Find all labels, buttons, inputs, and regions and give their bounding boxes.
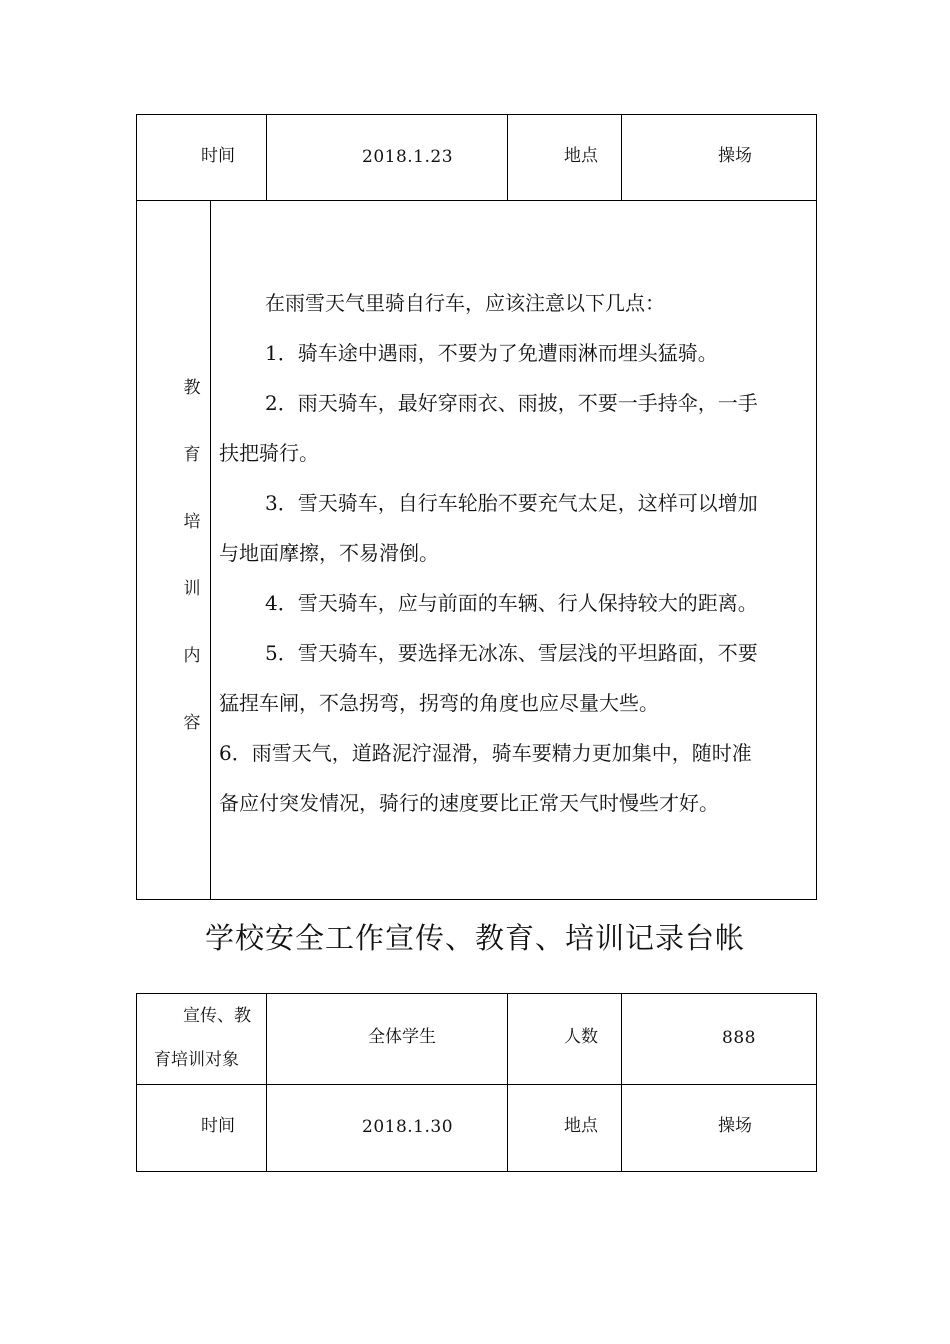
place-label: 地点: [564, 1116, 598, 1136]
content-item-6b: 备应付突发情况，骑行的速度要比正常天气时慢些才好。: [219, 791, 719, 815]
content-item-2b: 扶把骑行。: [219, 441, 319, 465]
time-label: 时间: [201, 146, 235, 166]
training-content: [219, 278, 813, 828]
time-value: 2018.1.23: [362, 147, 454, 167]
target-label-line1: 宣传、教: [183, 1006, 251, 1026]
content-label-char: 育: [183, 445, 201, 465]
count-label: 人数: [564, 1027, 598, 1047]
target-label-line2: 育培训对象: [154, 1050, 239, 1070]
content-item-2a: 2．雨天骑车，最好穿雨衣、雨披，不要一手持伞，一手: [265, 391, 758, 415]
content-label-char: 教: [183, 378, 201, 398]
content-label-char: 内: [183, 646, 201, 666]
content-item-4: 4．雪天骑车，应与前面的车辆、行人保持较大的距离。: [265, 591, 758, 615]
content-item-3a: 3．雪天骑车，自行车轮胎不要充气太足，这样可以增加: [265, 491, 758, 515]
target-value: 全体学生: [368, 1027, 436, 1047]
time-label: 时间: [201, 1116, 235, 1136]
content-label-char: 训: [183, 579, 201, 599]
content-item-5a: 5．雪天骑车，要选择无冰冻、雪层浅的平坦路面，不要: [265, 641, 758, 665]
content-item-3b: 与地面摩擦，不易滑倒。: [219, 541, 439, 565]
count-value: 888: [722, 1028, 756, 1048]
content-label-char: 培: [183, 512, 201, 532]
page-title: 学校安全工作宣传、教育、培训记录台帐: [204, 921, 745, 955]
content-item-1: 1．骑车途中遇雨，不要为了免遭雨淋而埋头猛骑。: [265, 341, 718, 365]
content-item-6a: 6．雨雪天气，道路泥泞湿滑，骑车要精力更加集中，随时准: [219, 741, 752, 765]
place-value: 操场: [718, 1116, 752, 1136]
content-label-char: 容: [183, 713, 201, 733]
content-item-5b: 猛捏车闸，不急拐弯，拐弯的角度也应尽量大些。: [219, 691, 659, 715]
place-label: 地点: [564, 146, 598, 166]
place-value: 操场: [718, 146, 752, 166]
content-intro: 在雨雪天气里骑自行车，应该注意以下几点：: [265, 291, 665, 315]
time-value: 2018.1.30: [362, 1117, 454, 1137]
